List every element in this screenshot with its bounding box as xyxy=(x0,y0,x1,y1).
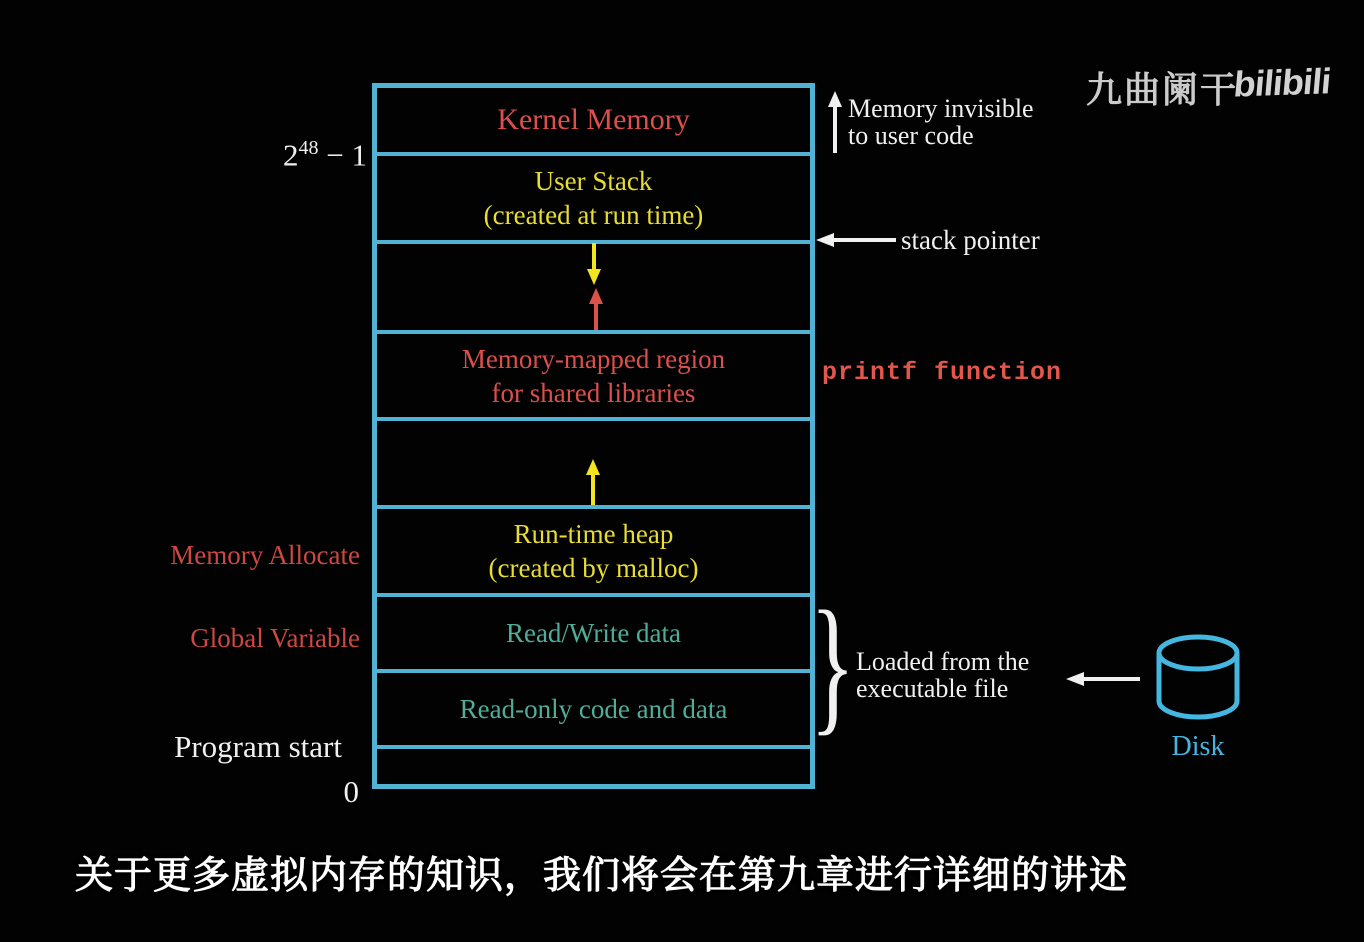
segment-runtime-heap xyxy=(377,509,810,597)
global-variable-label: Global Variable xyxy=(190,623,360,653)
segment-bottom-unused xyxy=(377,749,810,784)
stack-pointer-arrow-icon xyxy=(816,232,896,249)
memory-invisible-up-arrow-icon xyxy=(826,91,844,153)
user-stack-sublabel: (created at run time) xyxy=(483,200,704,230)
memory-invisible-label: Memory invisible to user code xyxy=(848,94,1034,150)
stack-growth-down-arrow-icon xyxy=(586,243,602,285)
loaded-from-executable-label: Loaded from the executable file xyxy=(856,647,1030,703)
rw-data-label: Read/Write data xyxy=(505,618,682,648)
segment-ro-code-data xyxy=(377,673,810,749)
zero-address-label: 0 xyxy=(343,774,359,809)
segment-kernel-memory xyxy=(377,88,810,156)
mmap-growth-up-arrow-icon xyxy=(588,288,604,330)
max-address-label: $2^{48} - 1$ xyxy=(283,137,367,173)
mmap-label: Memory-mapped region xyxy=(461,343,726,374)
video-subtitle: 关于更多虚拟内存的知识，我们将会在第九章进行详细的讲述 xyxy=(75,855,1129,897)
memory-layout-box xyxy=(372,83,815,789)
heap-label: Run-time heap xyxy=(513,519,674,549)
segment-memory-mapped xyxy=(377,334,810,421)
program-start-label: Program start xyxy=(174,729,342,764)
channel-watermark: 九曲阑干 xyxy=(1086,69,1239,110)
memory-allocate-label: Memory Allocate xyxy=(170,540,360,570)
disk-label: Disk xyxy=(1171,731,1225,762)
mmap-sublabel: for shared libraries xyxy=(491,377,696,408)
kernel-memory-label: Kernel Memory xyxy=(497,103,690,136)
heap-growth-up-arrow-icon xyxy=(585,459,601,505)
disk-icon xyxy=(1154,629,1242,723)
disk-load-arrow-icon xyxy=(1066,671,1140,688)
loaded-brace: } xyxy=(810,580,856,748)
segment-user-stack xyxy=(377,156,810,244)
user-stack-label: User Stack xyxy=(534,166,653,196)
segment-rw-data xyxy=(377,597,810,673)
heap-sublabel: (created by malloc) xyxy=(488,553,699,583)
ro-data-label: Read-only code and data xyxy=(459,694,728,724)
printf-function-label: printf function xyxy=(822,358,1063,387)
stack-pointer-label: stack pointer xyxy=(901,225,1040,255)
bilibili-logo: bilibili xyxy=(1232,60,1333,105)
